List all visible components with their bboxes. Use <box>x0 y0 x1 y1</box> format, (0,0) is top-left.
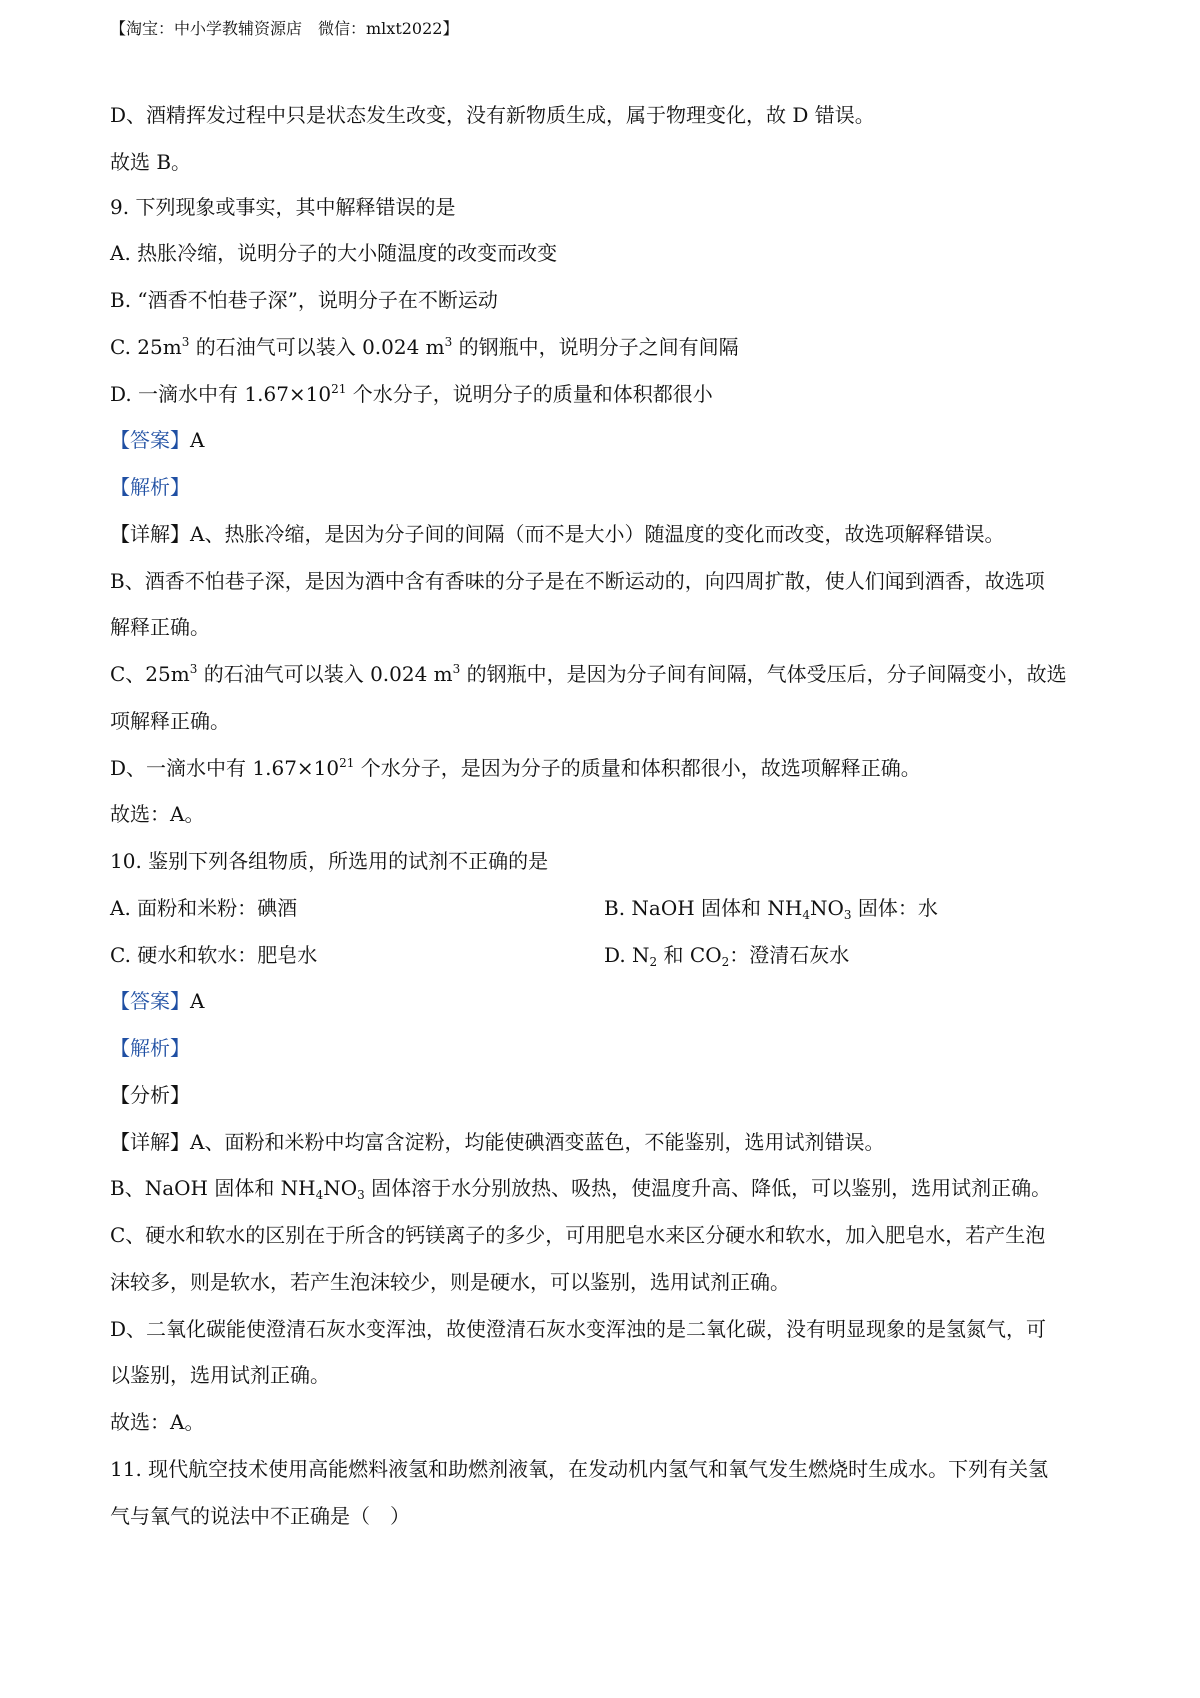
q10-option-a: A. 面粉和米粉：碘酒 <box>110 896 298 920</box>
page-header-watermark: 【淘宝：中小学教辅资源店 微信：mlxt2022】 <box>110 19 459 38</box>
q10-detail-c-line1: C、硬水和软水的区别在于所含的钙镁离子的多少，可用肥皂水来区分硬水和软水，加入肥皂水，若产生泡 <box>110 1223 1046 1247</box>
q9-detail-c-line2: 项解释正确。 <box>110 709 230 733</box>
q10-detail-c-line2: 沫较多，则是软水，若产生泡沫较少，则是硬水，可以鉴别，选用试剂正确。 <box>110 1270 790 1294</box>
q9-detail-d: D、一滴水中有 $1.67\times 10^{21}$ 个水分子，是因为分子的质量和体积都很小，故选项解释正确。 <box>110 756 921 780</box>
q9-detail-a: 【详解】A、热胀冷缩，是因为分子间的间隔（而不是大小）随温度的变化而改变，故选项解释错误。 <box>110 522 1005 546</box>
q10-conclusion: 故选：A。 <box>110 1410 205 1434</box>
answer-tag: 【答案】 <box>110 989 190 1013</box>
q9-analysis-tag: 【解析】 <box>110 475 190 499</box>
q11-stem-line2: 气与氧气的说法中不正确是（ ） <box>110 1504 410 1528</box>
q9-detail-b-line1: B、酒香不怕巷子深，是因为酒中含有香味的分子是在不断运动的，向四周扩散，使人们闻到酒香，故选项 <box>110 569 1045 593</box>
q8-conclusion: 故选 B。 <box>110 150 192 174</box>
q10-option-b: B. NaOH 固体和 $NH_4NO_3$ 固体：水 <box>604 896 938 922</box>
q10-detail-a: 【详解】A、面粉和米粉中均富含淀粉，均能使碘酒变蓝色，不能鉴别，选用试剂错误。 <box>110 1130 885 1154</box>
q9-option-b: B. “酒香不怕巷子深”，说明分子在不断运动 <box>110 288 498 312</box>
q9-answer: 【答案】A <box>110 428 205 452</box>
q11-stem-line1: 11. 现代航空技术使用高能燃料液氢和助燃剂液氧，在发动机内氢气和氧气发生燃烧时生成水。下列有关氢 <box>110 1457 1049 1481</box>
q10-fenxi-tag: 【分析】 <box>110 1083 190 1107</box>
q9-option-a: A. 热胀冷缩，说明分子的大小随温度的改变而改变 <box>110 241 558 265</box>
q10-detail-b: B、NaOH 固体和 $NH_4NO_3$ 固体溶于水分别放热、吸热，使温度升高、降低，可以鉴别，选用试剂正确。 <box>110 1176 1052 1202</box>
q10-detail-d-line2: 以鉴别，选用试剂正确。 <box>110 1363 330 1387</box>
q9-detail-b-line2: 解释正确。 <box>110 615 210 639</box>
q8-option-d-explanation: D、酒精挥发过程中只是状态发生改变，没有新物质生成，属于物理变化，故 D 错误。 <box>110 103 875 127</box>
q10-answer: 【答案】A <box>110 989 205 1013</box>
q10-detail-d-line1: D、二氧化碳能使澄清石灰水变浑浊，故使澄清石灰水变浑浊的是二氧化碳，没有明显现象的是氢氮气，可 <box>110 1317 1047 1341</box>
q10-option-d: D. $N_2$ 和 $CO_2$：澄清石灰水 <box>604 943 850 969</box>
q9-detail-c-line1: C、$25m^3$ 的石油气可以装入 0.024 $m^3$ 的钢瓶中，是因为分子间有间隔，气体受压后，分子间隔变小，故选 <box>110 662 1067 686</box>
q10-stem: 10. 鉴别下列各组物质，所选用的试剂不正确的是 <box>110 849 549 873</box>
q9-option-d: D. 一滴水中有 $1.67\times 10^{21}$ 个水分子，说明分子的质量和体积都很小 <box>110 382 713 406</box>
answer-tag: 【答案】 <box>110 428 190 452</box>
q9-option-c: C. $25m^3$ 的石油气可以装入 0.024 $m^3$ 的钢瓶中，说明分子之间有间隔 <box>110 335 739 359</box>
q9-conclusion: 故选：A。 <box>110 802 205 826</box>
q9-stem: 9. 下列现象或事实，其中解释错误的是 <box>110 195 456 219</box>
q10-option-c: C. 硬水和软水：肥皂水 <box>110 943 318 967</box>
q10-analysis-tag: 【解析】 <box>110 1036 190 1060</box>
